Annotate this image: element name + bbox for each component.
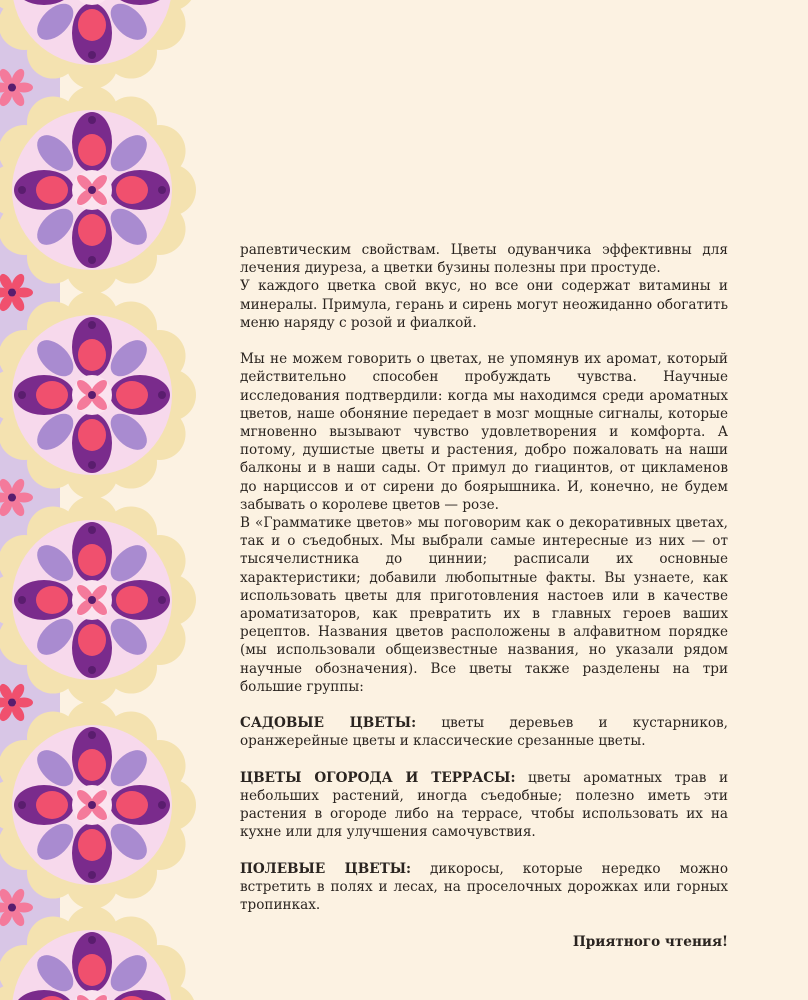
group-field-text: дикоросы, которые нередко можно встретить в полях и лесах, на проселочных дорожках или горных тропинках. xyxy=(240,860,728,914)
group-terrace xyxy=(240,769,728,842)
group-field xyxy=(240,860,728,915)
intro-paragraph-2: У каждого цветка свой вкус, но все они содержат витамины и минералы. Примула, герань и сирень могут неожиданно обогатить меню наряду с розой и фиалкой. xyxy=(240,278,728,331)
main-text xyxy=(240,241,728,951)
closing-line: Приятного чтения! xyxy=(572,933,728,950)
group-garden xyxy=(240,714,728,750)
floral-ornament-border xyxy=(0,0,200,1000)
grammar-paragraph: В «Грамматике цветов» мы поговорим как о декоративных цветах, так и о съедобных. Мы выбрали самые интересные из них — от тысячелистника до циннии; расписали их основные характеристики; добавили любопытные факты. Вы узнаете, как использовать цветы для приготовления настоев или в качестве ароматизаторов, как превратить их в главных героев ваших рецептов. Названия цветов расположены в алфавитном порядке (мы использовали общеизвестные названия, но указали рядом научные обозначения). Все цветы также разделены на три большие группы: xyxy=(240,515,728,695)
aroma-paragraph: Мы не можем говорить о цветах, не упомянув их аромат, который действительно способен пробуждать чувства. Научные исследования подтвердили: когда мы находимся среди ароматных цветов, наше обоняние передает в мозг мощные сигналы, которые мгновенно вызывают чувство удовлетворения и комфорта. А потому, душистые цветы и растения, добро пожаловать на наши балконы и в наши сады. От примул до гиацинтов, от цикламенов до нарциссов и от сирени до боярышника. И, конечно, не будем забывать о королеве цветов — розе. xyxy=(240,351,728,513)
group-garden-text: цветы деревьев и кустарников, оранжерейные цветы и классические срезанные цветы. xyxy=(240,715,728,750)
group-field-title: ПОЛЕВЫЕ ЦВЕТЫ: xyxy=(240,860,412,877)
group-terrace-text: цветы ароматных трав и небольших растений, иногда съедобные; полезно иметь эти растения в огороде либо на террасе, чтобы использовать их на кухне или для улучшения самочувствия. xyxy=(240,769,729,841)
intro-paragraph-1: рапевтическим свойствам. Цветы одуванчика эффективны для лечения диуреза, а цветки бузины полезны при простуде. xyxy=(240,242,728,277)
group-terrace-title: ЦВЕТЫ ОГОРОДА И ТЕРРАСЫ: xyxy=(240,769,516,786)
group-garden-title: САДОВЫЕ ЦВЕТЫ: xyxy=(240,715,417,732)
